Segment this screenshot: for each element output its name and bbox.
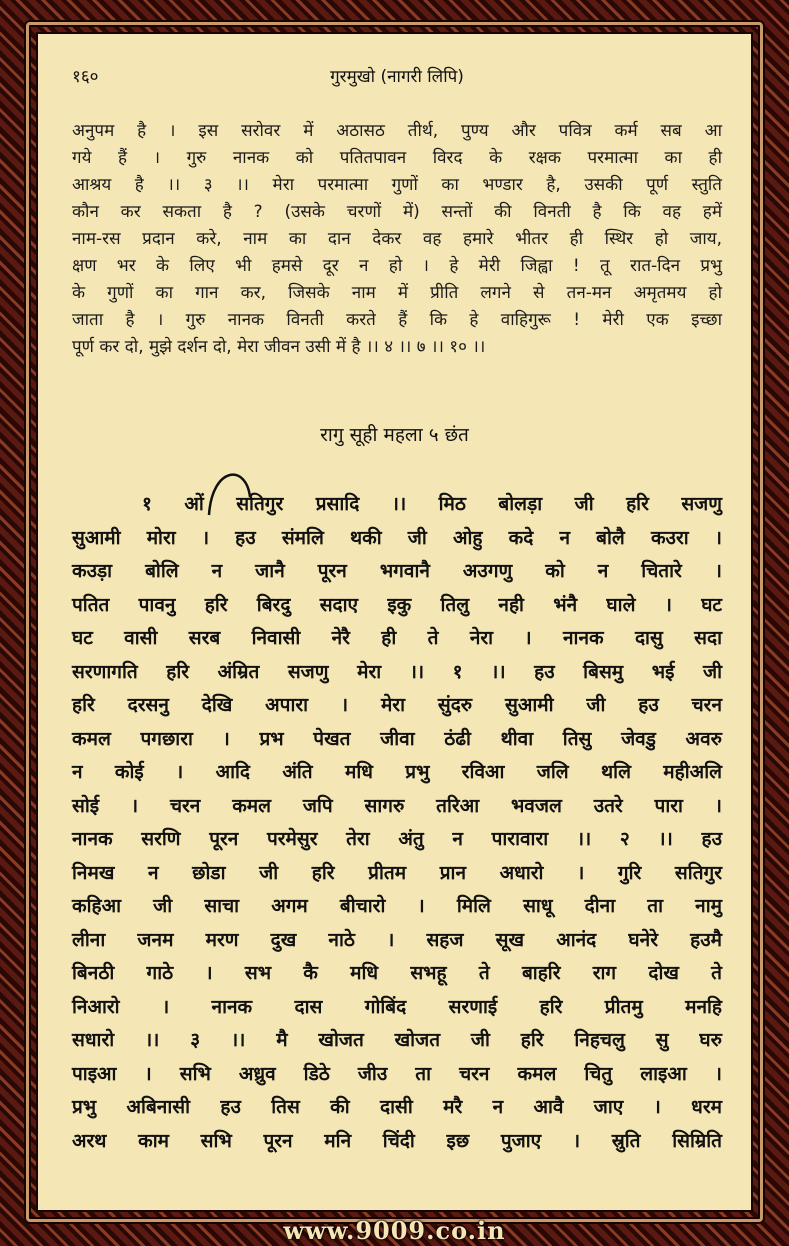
- gurbani-line: सधारो ।। ३ ।। मै खोजत खोजत जी हरि निहचलु सु घरु: [72, 1029, 722, 1051]
- paragraph-line: पूर्ण कर दो, मुझे दर्शन दो, मेरा जीवन उसी में है ।। ४ ।। ७ ।। १० ।।: [72, 337, 486, 357]
- translation-paragraph: [72, 118, 722, 361]
- book-title: गुरमुखो (नागरी लिपि): [330, 67, 464, 87]
- paragraph-line: कौन कर सकता है ? (उसके चरणों में) सन्तों की विनती है कि वह हमें: [72, 202, 722, 222]
- gurbani-line: अरथ काम सभि पूरन मनि चिंदी इछ पुजाए । स्रुति सिम्रिति: [72, 1129, 722, 1152]
- gurbani-line: हरि दरसनु देखि अपारा । मेरा सुंदरु सुआमी जी हउ चरन: [72, 694, 722, 716]
- page-header: [72, 64, 722, 94]
- gurbani-line: कउड़ा बोलि न जानै पूरन भगवानै अउगणु को न चितारे ।: [72, 560, 722, 582]
- gurbani-line: पाइआ । सभि अध्रुव डिठे जीउ ता चरन कमल चितु लाइआ ।: [72, 1062, 722, 1085]
- gurbani-line: निआरो । नानक दास गोबिंद सरणाई हरि प्रीतमु मनहि: [72, 995, 722, 1018]
- paragraph-line: गये हैं । गुरु नानक को पतितपावन विरद के रक्षक परमात्मा का ही: [72, 148, 722, 168]
- paragraph-line: अनुपम है । इस सरोवर में अठासठ तीर्थ, पुण्य और पवित्र कर्म सब आ: [72, 121, 722, 141]
- paragraph-line: के गुणों का गान कर, जिसके नाम में प्रीति लगने से तन-मन अमृतमय हो: [72, 283, 722, 303]
- gurbani-line: निमख न छोडा जी हरि प्रीतम प्रान अधारो । गुरि सतिगुर: [72, 861, 722, 884]
- gurbani-line: प्रभु अबिनासी हउ तिस की दासी मरै न आवै जाए । धरम: [72, 1096, 722, 1118]
- gurbani-line: पतित पावनु हरि बिरदु सदाए इकु तिलु नही भंनै घाले । घट: [72, 593, 722, 616]
- section-heading: रागु सूही महला ५ छंत: [320, 424, 469, 446]
- book-page: [36, 32, 753, 1212]
- gurbani-verses: [72, 488, 722, 1158]
- gurbani-line: लीना जनम मरण दुख नाठे । सहज सूख आनंद घनेरे हउमै: [72, 928, 722, 951]
- paragraph-line: जाता है । गुरु नानक विनती करते हैं कि हे वाहिगुरू ! मेरी एक इच्छा: [72, 310, 722, 330]
- website-url[interactable]: www.9009.co.in: [283, 1216, 506, 1245]
- gurbani-line: न कोई । आदि अंति मधि प्रभु रविआ जलि थलि महीअलि: [72, 761, 722, 783]
- paragraph-line: नाम-रस प्रदान करे, नाम का दान देकर वह हमारे भीतर ही स्थिर हो जाय,: [72, 229, 722, 249]
- paragraph-line: क्षण भर के लिए भी हमसे दूर न हो । हे मेरी जिह्वा ! तू रात-दिन प्रभु: [72, 256, 722, 276]
- gurbani-line: १ ओं सतिगुर प्रसादि ।। मिठ बोलड़ा जी हरि सजणु: [142, 493, 722, 515]
- gurbani-line: कमल पगछारा । प्रभ पेखत जीवा ठंढी थीवा तिसु जेवडु अवरु: [72, 727, 722, 750]
- gurbani-line: बिनठी गाठे । सभ कै मधि सभहू ते बाहरि राग दोख ते: [72, 962, 722, 984]
- gurbani-line: सुआमी मोरा । हउ संमलि थकी जी ओहु कदे न बोलै कउरा ।: [72, 526, 722, 549]
- gurbani-line: नानक सरणि पूरन परमेसुर तेरा अंतु न पारावारा ।। २ ।। हउ: [72, 828, 722, 850]
- paragraph-line: आश्रय है ।। ३ ।। मेरा परमात्मा गुणों का भण्डार है, उसकी पूर्ण स्तुति: [72, 175, 722, 195]
- page-number: १६०: [72, 67, 99, 87]
- gurbani-line: सरणागति हरि अंम्रित सजणु मेरा ।। १ ।। हउ बिसमु भई जी: [72, 660, 722, 683]
- gurbani-line: कहिआ जी साचा अगम बीचारो । मिलि साधू दीना ता नामु: [72, 895, 722, 917]
- gurbani-line: घट वासी सरब निवासी नेरै ही ते नेरा । नानक दासु सदा: [72, 627, 722, 649]
- gurbani-line: सोई । चरन कमल जपि सागरु तरिआ भवजल उतरे पारा ।: [72, 794, 722, 817]
